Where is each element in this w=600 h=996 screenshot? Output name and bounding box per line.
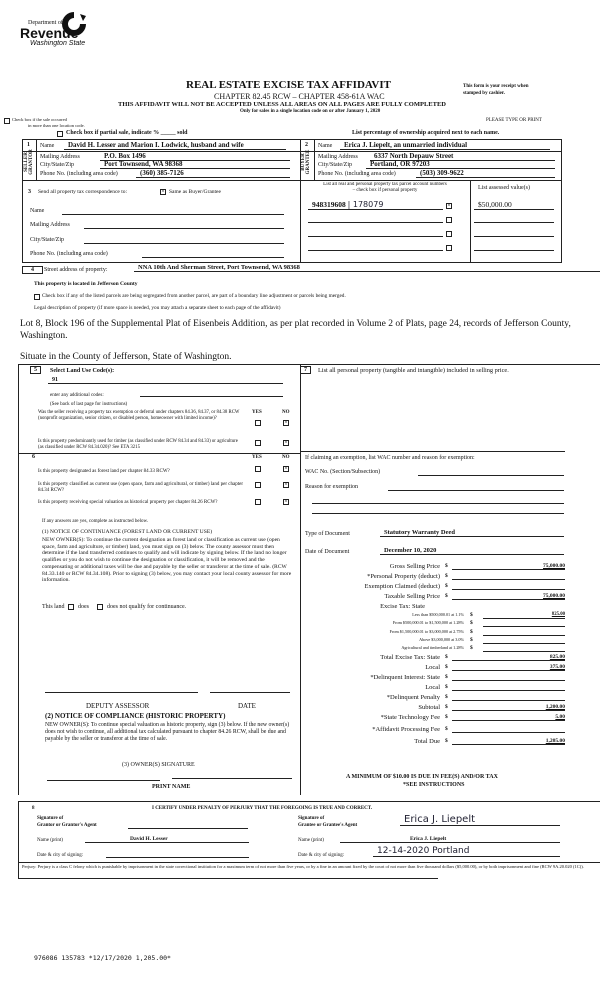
buyer-city-field[interactable]: Portland, OR 97203 [366,160,555,169]
parcel-number-field[interactable] [308,215,443,223]
seller-side-label: SELLER GRANTOR [24,149,34,175]
notice-compliance-title: (2) NOTICE OF COMPLIANCE (HISTORIC PROPERTY) [45,712,226,720]
corr-name-label: Name [30,208,45,214]
section-7-number: 7 [300,366,311,374]
legal-description-label: Legal description of property (if more space is needed, you may attach a separate sheet to each page of the affidavit) [34,305,281,311]
owner-signature-field[interactable] [47,780,160,781]
perjury-notice: Perjury: Perjury is a class C felony which is punishable by imprisonment in the state correctional institution for a maximum term of not more than five years, or by a fine in an amount fixed by the court of not more than five thousand dollars ($5,000.00), or by both imprisonment and fine (RCW 9A.20.020 (1C)). [22,864,584,869]
seller-name-field[interactable]: David H. Lesser and Marion I. Lodwick, husband and wife [64,141,286,150]
logo-line1: Department of [28,20,63,26]
parcels-header: List all real and personal property tax parcel account numbers [323,182,447,187]
parcel-handwritten-number: 178079 [352,200,384,209]
seller-phone-label: Phone No. (including area code) [40,171,118,177]
assessed-header: List assessed value(s) [478,185,530,191]
land-use-label: Select Land Use Code(s): [50,368,115,374]
currency-symbol: $ [445,693,448,700]
parcel-number-field[interactable] [308,243,443,251]
warning-line: THIS AFFIDAVIT WILL NOT BE ACCEPTED UNLESS ALL AREAS ON ALL PAGES ARE FULLY COMPLETED [118,101,446,108]
see-instructions-note: *SEE INSTRUCTIONS [403,782,465,788]
tax-row-label: Local [425,663,440,671]
does-not-label: does not qualify for continuance. [107,604,187,610]
currency-symbol: $ [445,563,448,569]
tax-row-label: *Affidavit Processing Fee [372,725,440,733]
currency-symbol: $ [445,737,448,744]
tax-row-label: Excise Tax: State [380,603,425,610]
currency-symbol: $ [470,628,473,635]
currency-symbol: $ [445,673,448,680]
buyer-phone-label: Phone No. (including area code) [318,171,396,177]
tax-value-field[interactable] [483,636,565,644]
tax-row-label: *Personal Property (deduct) [367,573,440,580]
reason-field-2[interactable] [312,497,564,504]
grantor-name-label: Name (print) [37,838,63,843]
grantee-name-field[interactable]: Erica J. Liepelt [340,836,560,843]
receipt-note: This form is your receipt when [463,84,529,89]
currency-symbol: $ [445,713,448,720]
tax-row-label: Total Excise Tax: State [380,653,440,661]
multi-location-label-2: in more than one location code. [28,123,85,128]
notice-compliance-text: NEW OWNER(S): To continue special valuation as historic property, sign (3) below. If the new owner(s) does not wish to continue, all additional tax calculated pursuant to chapter 84.26 RCW, shall be due and payable by the seller or transferor at the time of sale. [45,722,290,742]
grantee-date-field[interactable]: 12-14-2020 Portland [373,846,560,857]
current-use-no-checkbox[interactable]: × [284,482,288,488]
currency-symbol: $ [445,683,448,690]
assessed-value-field[interactable] [474,229,554,237]
grantor-signature-field[interactable] [128,820,248,829]
tax-value-field[interactable] [483,619,565,627]
buyer-address-field[interactable]: 6337 North Depauw Street [370,152,555,161]
grantee-signature-field[interactable]: Erica J. Liepelt [400,814,560,826]
logo-state: Washington State [30,40,86,47]
parcels-header-2: – check box if personal property [352,188,418,193]
tax-value-field[interactable] [452,582,565,590]
minimum-due-note: A MINIMUM OF $10.00 IS DUE IN FEE(S) AND/OR TAX [346,774,498,780]
grantor-date-label: Date & city of signing: [37,853,84,858]
grantor-sig-label-2: Grantor or Grantor's Agent [37,823,97,828]
timber-yes-checkbox[interactable] [255,440,261,446]
tax-value-field[interactable]: 375.00 [452,663,565,671]
notice-continuance-title: (1) NOTICE OF CONTINUANCE (FOREST LAND OR CURRENT USE) [42,529,213,535]
notice-continuance-text: NEW OWNER(S): To continue the current designation as forest land or classification as current use (open space, farm and agriculture, or timber) land, you must sign on (3) below. The county assessor must then determine if the land transferred continues to qualify and will indicate by signing below. If the land no longer qualifies or you do not wish to continue the designation or classification, it will be removed and the compensating or additional taxes will be due and payable by the seller or transferor at the time of sale. (RCW 84.33.140 or RCW 84.34.108). Prior to signing (3) below, you may contact your local county assessor for more information. [42,537,292,584]
cashier-stamp: 976086 135783 *12/17/2020 1,205.00* [34,954,171,962]
segregated-label: Check box if any of the listed parcels are being segregated from another parcel, are part of a boundary line adjustment or parcels being merged. [42,293,346,299]
tax-value-field[interactable]: 825.00 [483,611,565,619]
currency-symbol: $ [445,725,448,732]
current-use-yes-checkbox[interactable] [255,482,261,488]
land-use-code-field[interactable]: 91 [48,377,283,384]
segregated-checkbox[interactable] [34,294,40,300]
ownership-note: List percentage of ownership acquired next to each name. [352,130,500,136]
section-5-number: 5 [30,366,41,374]
street-address-label: Street address of property: [44,267,108,273]
reason-label: Reason for exemption [305,484,358,490]
this-land-label: This land [42,604,65,610]
additional-codes-label: enter any additional codes: [50,393,104,398]
tax-row-label: Exemption Claimed (deduct) [364,583,440,590]
corr-address-field[interactable] [84,221,284,229]
deputy-assessor-label: DEPUTY ASSESSOR [86,702,150,710]
seller-address-field[interactable]: P.O. Box 1496 [100,152,290,161]
parcel-number-field[interactable]: 948319608 | 178079 [308,200,443,210]
section-6-number: 6 [32,454,35,460]
dor-logo [20,10,90,55]
tax-value-field[interactable]: 1,200.00 [452,703,565,711]
parcel-number-field[interactable] [308,229,443,237]
forest-no-checkbox[interactable]: × [284,466,288,472]
seller-phone-field[interactable]: (360) 385-7126 [136,169,290,178]
if-yes-note: If any answers are yes, complete as instructed below. [42,519,149,524]
tax-row-label: Gross Selling Price [389,563,440,570]
owner-print-name-field[interactable] [172,778,292,779]
currency-symbol: $ [470,645,473,652]
timber-question: Is this property predominantly used for timber (as classified under RCW 84.34 and 84.33) or agriculture (as classified under RCW 84.34.020)? See ETA 3215 [38,439,238,450]
chapter-line: CHAPTER 82.45 RCW – CHAPTER 458-61A WAC [214,92,385,101]
does-not-qualify-checkbox[interactable] [97,604,103,610]
tax-value-field[interactable] [452,673,565,681]
tax-value-field[interactable]: 5.00 [452,713,565,721]
certify-statement: I CERTIFY UNDER PENALTY OF PERJURY THAT THE FOREGOING IS TRUE AND CORRECT. [152,806,373,811]
parcel-number: 948319608 [312,200,346,209]
seller-address-label: Mailing Address [40,154,80,160]
tax-value-field[interactable] [452,683,565,691]
page-title: REAL ESTATE EXCISE TAX AFFIDAVIT [186,79,391,91]
current-use-question: Is this property classified as current use (open space, farm and agricultural, or timber) land per chapter 84.34 RCW? [38,482,243,493]
tax-row-label: Above $3,000,000 at 3.0% [419,636,464,642]
tax-value-field[interactable] [452,725,565,733]
forest-yes-checkbox[interactable] [255,466,261,472]
partial-sale-checkbox[interactable] [57,131,63,137]
buyer-address-label: Mailing Address [318,154,358,160]
tax-value-field[interactable] [483,644,565,652]
buyer-name-field[interactable]: Erica J. Liepelt, an unmarried individual [340,141,550,150]
tax-row-label: *Delinquent Penalty [386,693,440,701]
grantee-sig-label: Signature of [298,816,325,821]
logo-revenue: Revenue [20,25,79,41]
grantee-sig-label-2: Grantee or Grantee's Agent [298,823,358,828]
assessed-value-field[interactable] [474,243,554,251]
doc-type-field[interactable]: Statutory Warranty Deed [380,529,564,537]
tax-row-label: Subtotal [418,703,440,711]
tax-row-label: Taxable Selling Price [384,593,440,600]
county-note: This property is located in Jefferson County [34,281,138,287]
grantee-name-label: Name (print) [298,838,324,843]
doc-type-label: Type of Document [305,531,350,537]
wac-label: WAC No. (Section/Subsection) [305,469,381,475]
section-8-number: 8 [32,806,35,811]
see-back-note: (See back of last page for instructions) [50,402,128,407]
same-as-buyer-checkbox[interactable]: × [161,189,165,195]
seller-city-field[interactable]: Port Townsend, WA 98368 [100,160,290,169]
section-3-number: 3 [28,189,31,195]
tax-value-field[interactable] [452,572,565,580]
personal-property-checkbox[interactable] [446,245,452,251]
multi-location-label: Check box if the sale occurred [12,117,67,122]
assessed-value-field[interactable] [474,215,554,223]
receipt-note-2: stamped by cashier. [463,91,505,96]
same-as-buyer-label: Same as Buyer/Grantee [169,189,221,195]
section-3-label: Send all property tax correspondence to: [38,189,128,195]
does-label: does [78,604,89,610]
seller-city-label: City/State/Zip [40,162,74,168]
grantor-date-field[interactable] [106,851,249,858]
tax-row-label: *Delinquent Interest: State [370,673,440,681]
seller-name-label: Name [40,143,55,149]
corr-phone-label: Phone No. (including area code) [30,251,108,257]
tax-row-label: *State Technology Fee [380,713,440,721]
assessor-date-label: DATE [238,702,256,710]
yes-header-6: YES [252,455,262,460]
tax-value-field[interactable] [483,628,565,636]
currency-symbol: $ [470,620,473,627]
doc-date-field[interactable]: December 10, 2020 [380,547,564,555]
currency-symbol: $ [470,636,473,643]
currency-symbol: $ [445,703,448,710]
corr-address-label: Mailing Address [30,222,70,228]
print-name-label: PRINT NAME [152,784,191,790]
no-header-6: NO [282,455,290,460]
tax-value-field[interactable]: 75,000.00 [452,562,565,570]
personal-property-checkbox[interactable]: × [447,203,451,209]
only-for-line: Only for sales in a single location code on or after January 1, 2020 [240,109,381,114]
buyer-city-label: City/State/Zip [318,162,352,168]
owner-signature-label: (3) OWNER(S) SIGNATURE [122,762,195,768]
personal-property-label: List all personal property (tangible and intangible) included in selling price. [318,367,509,374]
tax-value-field[interactable]: 1,205.00 [452,737,565,745]
additional-codes-field[interactable] [140,391,283,397]
assessed-value-field[interactable]: $50,000.00 [474,200,554,210]
tax-row-label: Total Due [414,737,440,745]
personal-property-checkbox[interactable] [446,217,452,223]
currency-symbol: $ [445,583,448,589]
buyer-phone-field[interactable]: (503) 309-9622 [416,169,555,178]
reason-field[interactable] [388,484,564,491]
historic-question: Is this property receiving special valuation as historical property per chapter 84.26 RCW? [38,500,218,505]
assessor-date-field[interactable] [210,692,290,693]
currency-symbol: $ [470,612,473,618]
tax-row-label: Less than $500,000.01 at 1.1% [412,612,464,617]
multi-location-checkbox[interactable] [4,118,10,124]
legal-description: Lot 8, Block 196 of the Supplemental Plat of Eisenbeis Addition, as per plat recorded in Volume 2 of Plats, page 24, records of Jefferson County, Washington. [20,319,571,341]
currency-symbol: $ [445,653,448,660]
no-header: NO [282,410,290,415]
does-qualify-checkbox[interactable] [68,604,74,610]
exemption-question: Was the seller receiving a property tax exemption or deferral under chapters 84.36, 84.37, or 84.38 RCW (nonprofit organization, senior citizen, or disabled person, homeowner with limited income)? [38,410,240,421]
tax-row-label: Local [425,683,440,691]
historic-no-checkbox[interactable]: × [284,499,288,505]
grantee-date-label: Date & city of signing: [298,853,345,858]
corr-name-field[interactable] [62,207,284,215]
doc-date-label: Date of Document [305,549,350,555]
currency-symbol: $ [445,593,448,599]
deputy-assessor-signature-field[interactable] [45,692,198,693]
reason-field-3[interactable] [312,510,564,514]
tax-row-label: From $500,000.01 to $1,500,000 at 1.28% [392,620,464,626]
grantor-sig-label: Signature of [37,816,64,821]
forest-question: Is this property designated as forest land per chapter 84.33 RCW? [38,469,170,474]
timber-no-checkbox[interactable]: × [284,440,288,446]
section-2-number: 2 [305,142,308,148]
street-address-field[interactable]: NNA 10th And Sherman Street, Port Townsend, WA 98368 [134,264,600,272]
tax-row-label: From $1,500,000.01 to $3,000,000 at 2.75% [389,628,464,634]
personal-property-checkbox[interactable] [446,231,452,237]
exemption-yes-checkbox[interactable] [255,420,261,426]
exemption-no-checkbox[interactable]: × [284,420,288,426]
yes-header: YES [252,410,262,415]
currency-symbol: $ [445,663,448,670]
section-4-number: 4 [22,266,43,274]
grantor-name-field[interactable]: David H. Lesser [85,836,249,843]
exemption-claim-label: If claiming an exemption, list WAC number and reason for exemption: [305,455,475,461]
corr-phone-field[interactable] [142,250,284,258]
tax-value-field[interactable]: 75,000.00 [452,592,565,600]
partial-sale-label: Check box if partial sale, indicate % _____ sold [66,130,188,136]
situate-line: Situate in the County of Jefferson, State of Washington. [20,352,232,362]
tax-row-label: Agricultural and timberland at 1.28% [401,645,464,651]
section-1-number: 1 [27,142,30,148]
wac-field[interactable] [418,469,564,476]
corr-city-label: City/State/Zip [30,237,64,243]
tax-value-field[interactable] [452,693,565,701]
buyer-side-label: BUYER GRANTEE [301,149,311,175]
tax-value-field[interactable]: 825.00 [452,653,565,661]
currency-symbol: $ [445,573,448,579]
corr-city-field[interactable] [84,236,284,244]
buyer-name-label: Name [318,143,333,149]
historic-yes-checkbox[interactable] [255,499,261,505]
type-print-note: PLEASE TYPE OR PRINT [486,118,542,123]
